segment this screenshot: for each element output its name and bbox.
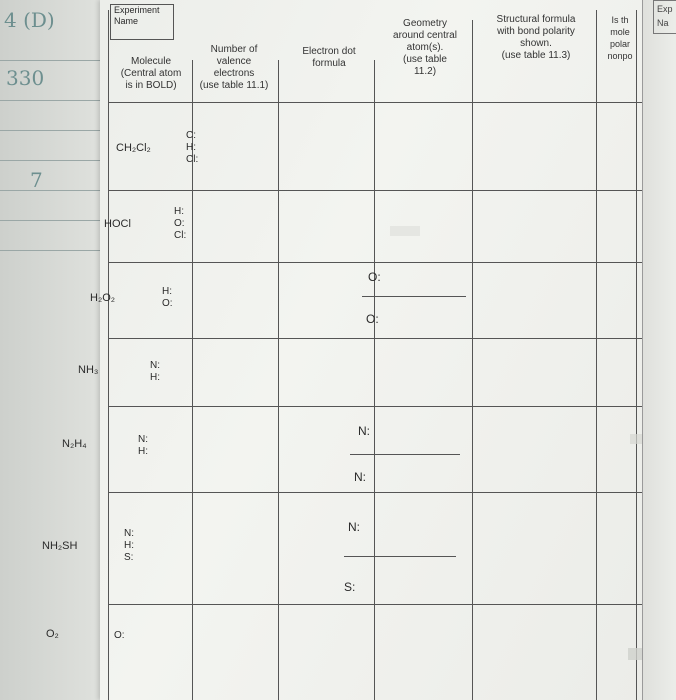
- header-geometry: Geometry around central atom(s). (use table 11.2): [393, 18, 457, 77]
- header-molecule: Molecule (Central atom is in BOLD): [120, 56, 182, 91]
- molecule-name: NH₃: [78, 364, 99, 376]
- row-divider: [108, 102, 652, 103]
- molecule-name: O₂: [46, 628, 59, 640]
- row-divider: [108, 190, 652, 191]
- valence-atom-list: H: O: Cl:: [174, 206, 187, 241]
- row-divider: [108, 338, 652, 339]
- right-notebook-page: [642, 0, 676, 700]
- left-page-mark: 4 (D): [4, 8, 55, 32]
- valence-atom-list: N: H:: [150, 360, 160, 383]
- valence-atom-list: C: H: Cl:: [186, 130, 199, 165]
- molecule-name: HOCl: [104, 218, 131, 230]
- geometry-atom-label: N:: [348, 520, 360, 534]
- molecule-name: NH₂SH: [42, 540, 78, 552]
- geometry-subdivider: [350, 454, 460, 455]
- left-page-mark: 330: [6, 66, 45, 90]
- valence-atom-list: N: H: S:: [124, 528, 134, 563]
- left-notebook-page: [0, 0, 100, 700]
- geometry-atom-label: N:: [354, 470, 366, 484]
- experiment-label: Experiment: [114, 5, 160, 15]
- valence-atom-list: N: H:: [138, 434, 148, 457]
- row-divider: [108, 604, 652, 605]
- molecule-name: H₂O₂: [90, 292, 116, 304]
- header-valence-electrons: Number of valence electrons (use table 11.1): [199, 44, 269, 91]
- row-divider: [108, 406, 652, 407]
- valence-atom-list: H: O:: [162, 286, 173, 309]
- header-polar: Is th mole polar nonpo: [607, 15, 633, 61]
- worksheet-page: [42, 0, 660, 700]
- row-divider: [108, 262, 652, 263]
- right-page-text: Exp: [657, 4, 673, 14]
- valence-atom-list: O:: [114, 630, 125, 641]
- molecule-name: CH₂Cl₂: [116, 142, 151, 154]
- right-page-box: [653, 0, 676, 34]
- column-divider: [596, 10, 597, 700]
- geometry-atom-label: O:: [368, 270, 381, 284]
- geometry-atom-label: N:: [358, 424, 370, 438]
- geometry-subdivider: [344, 556, 456, 557]
- bleed-through-mark: [390, 226, 420, 236]
- table-border-left: [108, 10, 109, 700]
- row-divider: [108, 492, 652, 493]
- column-divider: [636, 10, 637, 700]
- column-divider: [472, 20, 473, 700]
- right-page-text: Na: [657, 18, 669, 28]
- left-page-mark: 7: [30, 168, 43, 192]
- molecule-name: N₂H₄: [62, 438, 87, 450]
- geometry-atom-label: S:: [344, 580, 356, 594]
- geometry-atom-label: O:: [366, 312, 379, 326]
- header-structural-formula: Structural formula with bond polarity shown. (use table 11.3): [496, 14, 576, 61]
- name-label: Name: [114, 16, 139, 26]
- geometry-subdivider: [362, 296, 466, 297]
- experiment-name-box: [110, 4, 174, 40]
- header-electron-dot: Electron dot formula: [302, 46, 356, 69]
